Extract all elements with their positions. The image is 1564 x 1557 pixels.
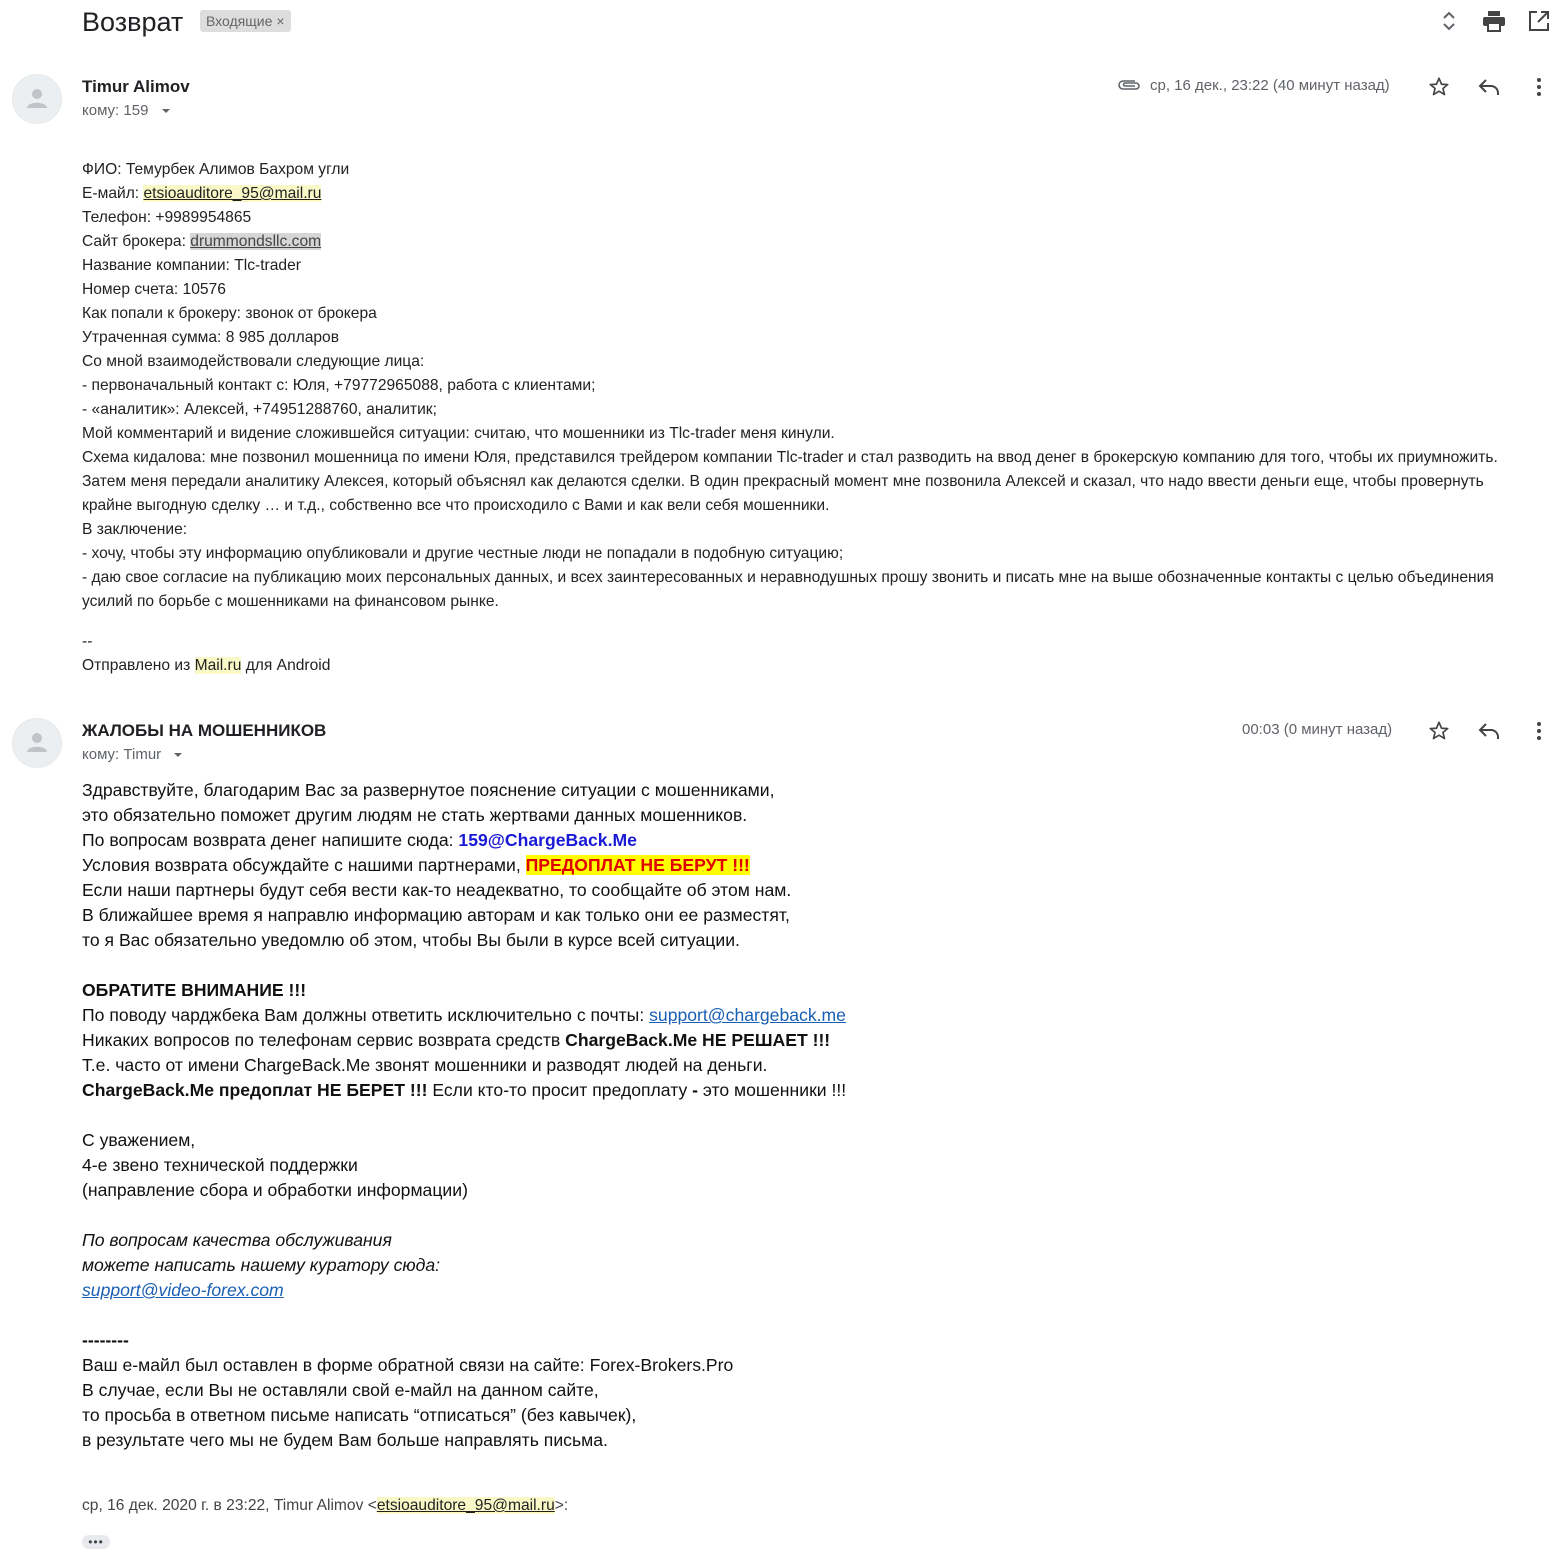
inbox-label-chip[interactable] <box>200 10 291 32</box>
sender-name: ЖАЛОБЫ НА МОШЕННИКОВ <box>82 721 327 740</box>
body-line: то просьба в ответном письме написать “отписаться” (без кавычек), <box>82 1405 637 1425</box>
body-text: Если кто-то просит предоплату <box>427 1080 693 1100</box>
body-line: это обязательно поможет другим людям не стать жертвами данных мошенников. <box>82 805 748 825</box>
body-line: - первоначальный контакт с: Юля, +79772965088, работа с клиентами; <box>82 377 596 394</box>
star-icon[interactable] <box>1424 716 1454 746</box>
body-line: - «аналитик»: Алексей, +74951288760, аналитик; <box>82 401 437 418</box>
reply-icon[interactable] <box>1474 72 1504 102</box>
signature-separator: -- <box>82 633 93 650</box>
body-line: Мой комментарий и видение сложившейся ситуации: считаю, что мошенники из Tlc-trader меня кинули. <box>82 425 835 442</box>
body-line: В заключение: <box>82 521 188 538</box>
body-line: 4-е звено технической поддержки <box>82 1155 358 1175</box>
body-line: Если наши партнеры будут себя вести как-то неадекватно, то сообщайте об этом нам. <box>82 880 792 900</box>
email-subject: Возврат <box>82 7 184 37</box>
body-line: Телефон: +9989954865 <box>82 209 252 226</box>
message-date: ср, 16 дек., 23:22 (40 минут назад) <box>1150 77 1390 94</box>
body-line <box>82 1028 1082 1053</box>
body-paragraph: Схема кидалова: мне позвонил мошенница по имени Юля, представился трейдером компании Tlc-trader и стал разводить на ввод денег в брокерскую компанию для того, чтобы их приумножить. Затем меня передали аналитику Алексея, который объяснял как делаются сделки. В один прекрасный момент мне позвонила Алексей и сказал, что надо ввести деньги еще, чтобы провернуть крайне выгодную сделку … и т.д., собственно все что происходило с Вами и как вели себя мошенники. <box>82 449 1498 514</box>
message-body <box>82 778 1082 1453</box>
sent-from-pre: Отправлено из <box>82 657 195 674</box>
dropdown-arrow-icon[interactable] <box>159 106 173 116</box>
open-in-new-window-icon[interactable] <box>1524 6 1554 36</box>
body-text: это мошенники !!! <box>698 1080 847 1100</box>
bold-dash: - <box>692 1080 699 1100</box>
body-line: в результате чего мы не будем Вам больше направлять письма. <box>82 1430 608 1450</box>
message-date: 00:03 (0 минут назад) <box>1242 721 1393 738</box>
body-line <box>82 182 1522 206</box>
body-text: По вопросам возврата денег напишите сюда: <box>82 830 459 850</box>
more-vert-icon[interactable] <box>1524 716 1554 746</box>
sender-name: Timur Alimov <box>82 77 190 96</box>
attention-heading: ОБРАТИТЕ ВНИМАНИЕ !!! <box>82 980 307 1000</box>
attachment-icon <box>1117 75 1141 100</box>
site-label: Сайт брокера: <box>82 233 191 250</box>
no-prepayment-warning: ПРЕДОПЛАТ НЕ БЕРУТ !!! <box>525 855 750 875</box>
print-icon[interactable] <box>1479 6 1509 36</box>
quoted-email-link[interactable]: etsioauditore_95@mail.ru <box>376 1497 555 1514</box>
body-line: С уважением, <box>82 1130 196 1150</box>
body-line: Номер счета: 10576 <box>82 281 226 298</box>
more-vert-icon[interactable] <box>1524 72 1554 102</box>
message-body <box>82 158 1522 678</box>
body-line: - хочу, чтобы эту информацию опубликовали и другие честные люди не попадали в подобную ситуацию; <box>82 545 844 562</box>
body-line <box>82 853 1082 878</box>
bold-text: ChargeBack.Me НЕ РЕШАЕТ !!! <box>565 1030 831 1050</box>
recipients-text: кому: 159 <box>82 102 149 119</box>
recipients[interactable] <box>82 746 185 763</box>
sent-from-post: для Android <box>241 657 331 674</box>
body-text: По поводу чарджбека Вам должны ответить исключительно с почты: <box>82 1005 650 1025</box>
label-text: Входящие <box>206 13 273 29</box>
body-line <box>82 1003 1082 1028</box>
body-line: По вопросам качества обслуживания <box>82 1230 392 1250</box>
body-line <box>82 1078 1082 1103</box>
remove-label-button[interactable]: × <box>276 13 285 29</box>
body-paragraph: - даю свое согласие на публикацию моих персональных данных, и всех заинтересованных и неравнодушных прошу звонить и писать мне на выше обозначенные контакты с целью объединения усилий по борьбе с мошенниками на финансовом рынке. <box>82 569 1494 610</box>
curator-email-link[interactable]: support@video-forex.com <box>82 1280 284 1300</box>
sender-avatar <box>12 74 62 124</box>
default-avatar-icon <box>13 75 61 123</box>
email-link[interactable]: etsioauditore_95@mail.ru <box>143 185 322 202</box>
show-trimmed-content-button[interactable]: ••• <box>82 1535 110 1549</box>
support-email-link[interactable]: support@chargeback.me <box>649 1005 846 1025</box>
sent-from <box>82 654 1522 678</box>
recipients-text: кому: Timur <box>82 746 162 763</box>
body-line: Ваш е-майл был оставлен в форме обратной связи на сайте: Forex-Brokers.Pro <box>82 1355 734 1375</box>
body-line: В случае, если Вы не оставляли свой е-майл на данном сайте, <box>82 1380 599 1400</box>
quote-post: >: <box>554 1497 569 1514</box>
star-icon[interactable] <box>1424 72 1454 102</box>
dropdown-arrow-icon[interactable] <box>171 750 185 760</box>
body-line: Как попали к брокеру: звонок от брокера <box>82 305 377 322</box>
reply-icon[interactable] <box>1474 716 1504 746</box>
body-line: ФИО: Темурбек Алимов Бахром угли <box>82 161 350 178</box>
body-line: Утраченная сумма: 8 985 долларов <box>82 329 339 346</box>
quoted-header <box>82 1497 568 1515</box>
sender-avatar <box>12 718 62 768</box>
body-line: (направление сбора и обработки информации) <box>82 1180 468 1200</box>
body-line: Т.е. часто от имени ChargeBack.Me звонят мошенники и разводят людей на деньги. <box>82 1055 768 1075</box>
email-label: Е-майл: <box>82 185 144 202</box>
recipients[interactable] <box>82 102 173 119</box>
bold-text: ChargeBack.Me предоплат НЕ БЕРЕТ !!! <box>82 1080 428 1100</box>
separator: -------- <box>82 1330 129 1350</box>
body-line <box>82 230 1522 254</box>
expand-collapse-icon[interactable] <box>1434 6 1464 36</box>
body-line <box>82 828 1082 853</box>
body-line: Название компании: Tlc-trader <box>82 257 301 274</box>
body-line: можете написать нашему куратору сюда: <box>82 1255 441 1275</box>
body-text: Условия возврата обсуждайте с нашими партнерами, <box>82 855 526 875</box>
default-avatar-icon <box>13 719 61 767</box>
body-line: В ближайшее время я направлю информацию авторам и как только они ее разместят, <box>82 905 790 925</box>
body-line: Здравствуйте, благодарим Вас за развернутое пояснение ситуации с мошенниками, <box>82 780 775 800</box>
body-text: Никаких вопросов по телефонам сервис возврата средств <box>82 1030 566 1050</box>
body-line: то я Вас обязательно уведомлю об этом, чтобы Вы были в курсе всей ситуации. <box>82 930 740 950</box>
broker-site-link[interactable]: drummondsllc.com <box>190 233 322 250</box>
mailru-link[interactable]: Mail.ru <box>194 657 242 674</box>
chargeback-email: 159@ChargeBack.Me <box>458 830 637 850</box>
body-line: Со мной взаимодействовали следующие лица: <box>82 353 425 370</box>
quote-pre: ср, 16 дек. 2020 г. в 23:22, Timur Alimov < <box>82 1497 377 1514</box>
